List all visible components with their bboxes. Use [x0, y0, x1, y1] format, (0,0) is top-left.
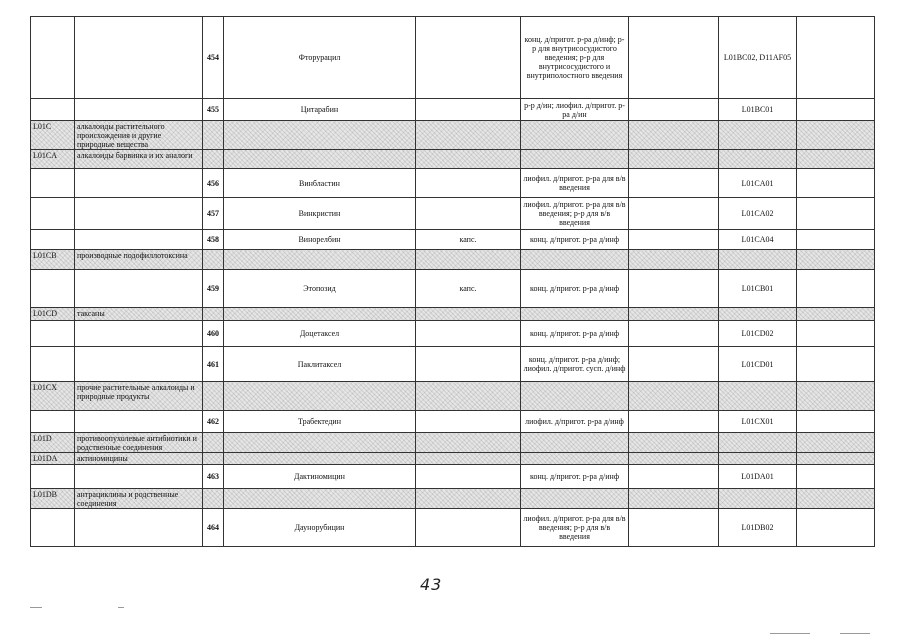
dosage-form-solid	[416, 509, 521, 547]
atc-group-name: противоопухолевые антибиотики и родственные соединения	[75, 433, 203, 453]
atc-code: L01BC02, D11AF05	[719, 17, 797, 99]
group-row	[31, 308, 875, 321]
scan-artifact	[30, 607, 42, 608]
atc-group-name: алкалоиды растительного происхождения и другие природные вещества	[75, 121, 203, 150]
empty-cell	[521, 250, 629, 270]
atc-group-code: L01CD	[31, 308, 75, 321]
empty-cell	[203, 250, 224, 270]
empty-cell	[75, 509, 203, 547]
drug-name: Паклитаксел	[224, 347, 416, 382]
empty-cell	[521, 453, 629, 465]
dosage-form-solid: капс.	[416, 270, 521, 308]
empty-cell	[797, 198, 875, 230]
drug-row	[31, 230, 875, 250]
empty-cell	[629, 411, 719, 433]
empty-cell	[75, 198, 203, 230]
dosage-form-solid	[416, 169, 521, 198]
empty-cell	[797, 270, 875, 308]
empty-cell	[629, 308, 719, 321]
empty-cell	[75, 230, 203, 250]
row-number: 462	[203, 411, 224, 433]
empty-cell	[416, 150, 521, 169]
empty-cell	[31, 347, 75, 382]
dosage-form-description: конц. д/пригот. р-ра д/инф; р-р для внутрисосудистого введения; р-р для внутрисосудистого и внутриполостного введения	[521, 17, 629, 99]
empty-cell	[629, 230, 719, 250]
empty-cell	[416, 121, 521, 150]
empty-cell	[797, 17, 875, 99]
empty-cell	[629, 99, 719, 121]
empty-cell	[521, 382, 629, 411]
empty-cell	[797, 347, 875, 382]
group-row	[31, 121, 875, 150]
row-number: 463	[203, 465, 224, 489]
empty-cell	[719, 121, 797, 150]
drug-name: Доцетаксел	[224, 321, 416, 347]
dosage-form-description: конц. д/пригот. р-ра д/инф	[521, 270, 629, 308]
empty-cell	[629, 347, 719, 382]
group-row	[31, 433, 875, 453]
empty-cell	[719, 150, 797, 169]
drug-name: Фторурацил	[224, 17, 416, 99]
atc-code: L01CB01	[719, 270, 797, 308]
empty-cell	[629, 198, 719, 230]
drug-row	[31, 99, 875, 121]
empty-cell	[719, 308, 797, 321]
empty-cell	[224, 150, 416, 169]
empty-cell	[797, 121, 875, 150]
row-number: 459	[203, 270, 224, 308]
empty-cell	[224, 433, 416, 453]
drug-name: Даунорубицин	[224, 509, 416, 547]
empty-cell	[719, 433, 797, 453]
atc-group-code: L01DB	[31, 489, 75, 509]
row-number: 456	[203, 169, 224, 198]
empty-cell	[797, 453, 875, 465]
empty-cell	[31, 17, 75, 99]
empty-cell	[797, 465, 875, 489]
row-number: 464	[203, 509, 224, 547]
dosage-form-description: р-р д/ин; лиофил. д/пригот. р-ра д/ин	[521, 99, 629, 121]
empty-cell	[719, 489, 797, 509]
empty-cell	[75, 169, 203, 198]
atc-group-name: алкалоиды барвинка и их аналоги	[75, 150, 203, 169]
page-number-handwritten: 43	[420, 575, 443, 594]
scan-artifact	[840, 633, 870, 634]
empty-cell	[224, 489, 416, 509]
empty-cell	[521, 121, 629, 150]
empty-cell	[75, 465, 203, 489]
drug-name: Винбластин	[224, 169, 416, 198]
empty-cell	[797, 411, 875, 433]
empty-cell	[203, 453, 224, 465]
empty-cell	[797, 230, 875, 250]
drug-row	[31, 198, 875, 230]
dosage-form-description: конц. д/пригот. р-ра д/инф	[521, 321, 629, 347]
atc-group-name: прочие растительные алкалоиды и природные продукты	[75, 382, 203, 411]
atc-group-code: L01DA	[31, 453, 75, 465]
scan-artifact	[118, 607, 124, 608]
drug-name: Дактиномицин	[224, 465, 416, 489]
empty-cell	[629, 321, 719, 347]
empty-cell	[797, 250, 875, 270]
empty-cell	[224, 382, 416, 411]
atc-group-code: L01CA	[31, 150, 75, 169]
atc-group-code: L01D	[31, 433, 75, 453]
empty-cell	[719, 382, 797, 411]
dosage-form-description: конц. д/пригот. р-ра д/инф; лиофил. д/пригот. сусп. д/инф	[521, 347, 629, 382]
empty-cell	[521, 489, 629, 509]
empty-cell	[629, 509, 719, 547]
dosage-form-description: лиофил. д/пригот. р-ра для в/в введения; р-р для в/в введения	[521, 198, 629, 230]
empty-cell	[629, 250, 719, 270]
dosage-form-solid	[416, 347, 521, 382]
empty-cell	[31, 465, 75, 489]
drug-row	[31, 509, 875, 547]
dosage-form-solid	[416, 465, 521, 489]
drug-row	[31, 321, 875, 347]
empty-cell	[75, 99, 203, 121]
atc-code: L01DA01	[719, 465, 797, 489]
scan-artifact	[770, 633, 810, 634]
empty-cell	[629, 169, 719, 198]
drug-name: Цитарабин	[224, 99, 416, 121]
group-row	[31, 250, 875, 270]
drug-row	[31, 347, 875, 382]
group-row	[31, 150, 875, 169]
row-number: 460	[203, 321, 224, 347]
dosage-form-description: лиофил. д/пригот. р-ра для в/в введения	[521, 169, 629, 198]
empty-cell	[416, 308, 521, 321]
atc-code: L01BC01	[719, 99, 797, 121]
empty-cell	[224, 121, 416, 150]
empty-cell	[797, 321, 875, 347]
atc-code: L01CA04	[719, 230, 797, 250]
empty-cell	[224, 250, 416, 270]
empty-cell	[629, 465, 719, 489]
empty-cell	[224, 308, 416, 321]
empty-cell	[416, 489, 521, 509]
empty-cell	[224, 453, 416, 465]
atc-group-code: L01CB	[31, 250, 75, 270]
atc-group-code: L01C	[31, 121, 75, 150]
row-number: 458	[203, 230, 224, 250]
empty-cell	[203, 433, 224, 453]
empty-cell	[203, 308, 224, 321]
atc-code: L01CD01	[719, 347, 797, 382]
dosage-form-solid	[416, 411, 521, 433]
empty-cell	[31, 270, 75, 308]
dosage-form-solid	[416, 99, 521, 121]
row-number: 461	[203, 347, 224, 382]
empty-cell	[797, 150, 875, 169]
empty-cell	[416, 453, 521, 465]
empty-cell	[75, 347, 203, 382]
row-number: 455	[203, 99, 224, 121]
atc-code: L01CA02	[719, 198, 797, 230]
group-row	[31, 382, 875, 411]
empty-cell	[203, 121, 224, 150]
atc-group-name: таксаны	[75, 308, 203, 321]
drug-name: Винкристин	[224, 198, 416, 230]
empty-cell	[75, 321, 203, 347]
empty-cell	[629, 489, 719, 509]
atc-group-name: актиномицины	[75, 453, 203, 465]
empty-cell	[797, 99, 875, 121]
empty-cell	[719, 250, 797, 270]
dosage-form-description: конц. д/пригот. р-ра д/инф	[521, 230, 629, 250]
drug-row	[31, 411, 875, 433]
drug-list-table	[30, 16, 875, 547]
empty-cell	[31, 411, 75, 433]
atc-code: L01DB02	[719, 509, 797, 547]
row-number: 454	[203, 17, 224, 99]
dosage-form-solid	[416, 321, 521, 347]
dosage-form-solid: капс.	[416, 230, 521, 250]
empty-cell	[797, 489, 875, 509]
empty-cell	[416, 250, 521, 270]
atc-group-name: антрациклины и родственные соединения	[75, 489, 203, 509]
empty-cell	[797, 433, 875, 453]
empty-cell	[416, 382, 521, 411]
empty-cell	[719, 453, 797, 465]
empty-cell	[521, 150, 629, 169]
empty-cell	[629, 121, 719, 150]
empty-cell	[203, 150, 224, 169]
group-row	[31, 489, 875, 509]
empty-cell	[31, 509, 75, 547]
dosage-form-solid	[416, 17, 521, 99]
drug-row	[31, 465, 875, 489]
empty-cell	[31, 198, 75, 230]
atc-group-name: производные подофиллотоксина	[75, 250, 203, 270]
empty-cell	[31, 321, 75, 347]
empty-cell	[797, 169, 875, 198]
empty-cell	[797, 382, 875, 411]
empty-cell	[629, 382, 719, 411]
drug-row	[31, 169, 875, 198]
empty-cell	[31, 99, 75, 121]
empty-cell	[75, 17, 203, 99]
atc-group-code: L01CX	[31, 382, 75, 411]
empty-cell	[203, 382, 224, 411]
drug-name: Трабектедин	[224, 411, 416, 433]
empty-cell	[797, 308, 875, 321]
empty-cell	[521, 433, 629, 453]
empty-cell	[31, 169, 75, 198]
document-page	[30, 16, 874, 547]
empty-cell	[416, 433, 521, 453]
dosage-form-description: конц. д/пригот. р-ра д/инф	[521, 465, 629, 489]
empty-cell	[203, 489, 224, 509]
atc-code: L01CX01	[719, 411, 797, 433]
empty-cell	[521, 308, 629, 321]
row-number: 457	[203, 198, 224, 230]
empty-cell	[629, 453, 719, 465]
empty-cell	[629, 433, 719, 453]
dosage-form-description: лиофил. д/пригот. р-ра для в/в введения; р-р для в/в введения	[521, 509, 629, 547]
empty-cell	[629, 150, 719, 169]
empty-cell	[75, 411, 203, 433]
drug-row	[31, 17, 875, 99]
drug-name: Этопозид	[224, 270, 416, 308]
group-row	[31, 453, 875, 465]
dosage-form-solid	[416, 198, 521, 230]
empty-cell	[31, 230, 75, 250]
drug-row	[31, 270, 875, 308]
empty-cell	[75, 270, 203, 308]
table-body	[31, 17, 875, 547]
empty-cell	[629, 17, 719, 99]
dosage-form-description: лиофил. д/пригот. р-ра д/инф	[521, 411, 629, 433]
drug-name: Винорелбин	[224, 230, 416, 250]
empty-cell	[629, 270, 719, 308]
empty-cell	[797, 509, 875, 547]
atc-code: L01CD02	[719, 321, 797, 347]
atc-code: L01CA01	[719, 169, 797, 198]
